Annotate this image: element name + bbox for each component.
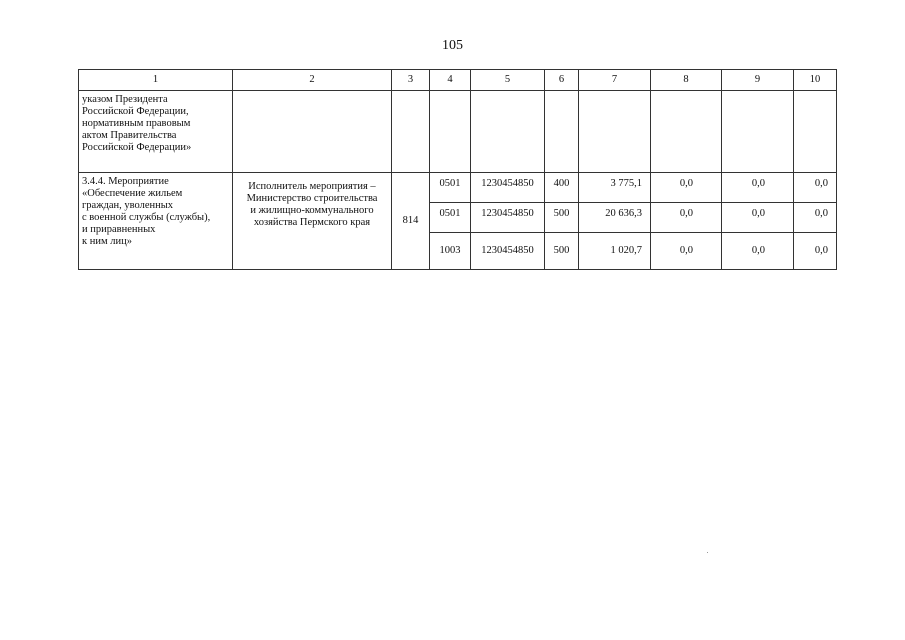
amount-value: 0,0 [651,203,722,233]
amount-value: 0,0 [794,173,837,203]
measure-executor [233,173,392,270]
text-line: нормативным правовым [82,118,191,129]
measure-name [79,173,233,270]
text-line: Министерство строительства [246,193,378,204]
amount-value: 0,0 [651,233,722,270]
section-code: 1003 [430,233,471,270]
expense-type: 500 [545,203,579,233]
ministry-code: 814 [392,173,430,270]
amount-value: 0,0 [651,173,722,203]
text-line: указом Президента [82,94,168,105]
text-line: с военной службы (службы), [82,212,211,223]
amount-value: 0,0 [722,173,794,203]
amount-value: 20 636,3 [579,203,651,233]
header-cell: 4 [430,70,471,91]
header-row [79,70,837,91]
header-cell: 5 [471,70,545,91]
page-number: 105 [442,38,463,53]
header-cell: 8 [651,70,722,91]
header-cell: 1 [79,70,233,91]
text-line: Российской Федерации, [82,106,189,117]
budget-table [78,69,837,270]
text-line: и приравненных [82,224,156,235]
target-article: 1230454850 [471,173,545,203]
expense-type: 500 [545,233,579,270]
empty-cell [233,91,392,173]
amount-value: 3 775,1 [579,173,651,203]
target-article: 1230454850 [471,203,545,233]
text-line: и жилищно-коммунального [250,205,374,216]
header-cell: 2 [233,70,392,91]
text-line: Исполнитель мероприятия – [248,181,376,192]
empty-cell [430,91,471,173]
empty-cell [651,91,722,173]
expense-type: 400 [545,173,579,203]
text-line: граждан, уволенных [82,200,174,211]
empty-cell [794,91,837,173]
text-line: «Обеспечение жильем [82,188,183,199]
section-code: 0501 [430,173,471,203]
text-line: актом Правительства [82,130,177,141]
amount-value: 0,0 [722,233,794,270]
header-cell: 6 [545,70,579,91]
header-cell: 3 [392,70,430,91]
amount-value: 0,0 [794,233,837,270]
empty-cell [722,91,794,173]
amount-value: 1 020,7 [579,233,651,270]
header-cell: 10 [794,70,837,91]
text-line: к ним лиц» [82,236,132,247]
amount-value: 0,0 [722,203,794,233]
text-line: 3.4.4. Мероприятие [82,176,169,187]
amount-value: 0,0 [794,203,837,233]
continuation-row [79,91,837,173]
header-cell: 9 [722,70,794,91]
empty-cell [579,91,651,173]
text-line: хозяйства Пермского края [253,217,371,228]
table-row [79,173,837,203]
section-code: 0501 [430,203,471,233]
empty-cell [471,91,545,173]
target-article: 1230454850 [471,233,545,270]
text-line: Российской Федерации» [82,142,192,153]
header-cell: 7 [579,70,651,91]
scan-speck [707,552,708,553]
empty-cell [545,91,579,173]
empty-cell [392,91,430,173]
continuation-text [79,91,233,173]
